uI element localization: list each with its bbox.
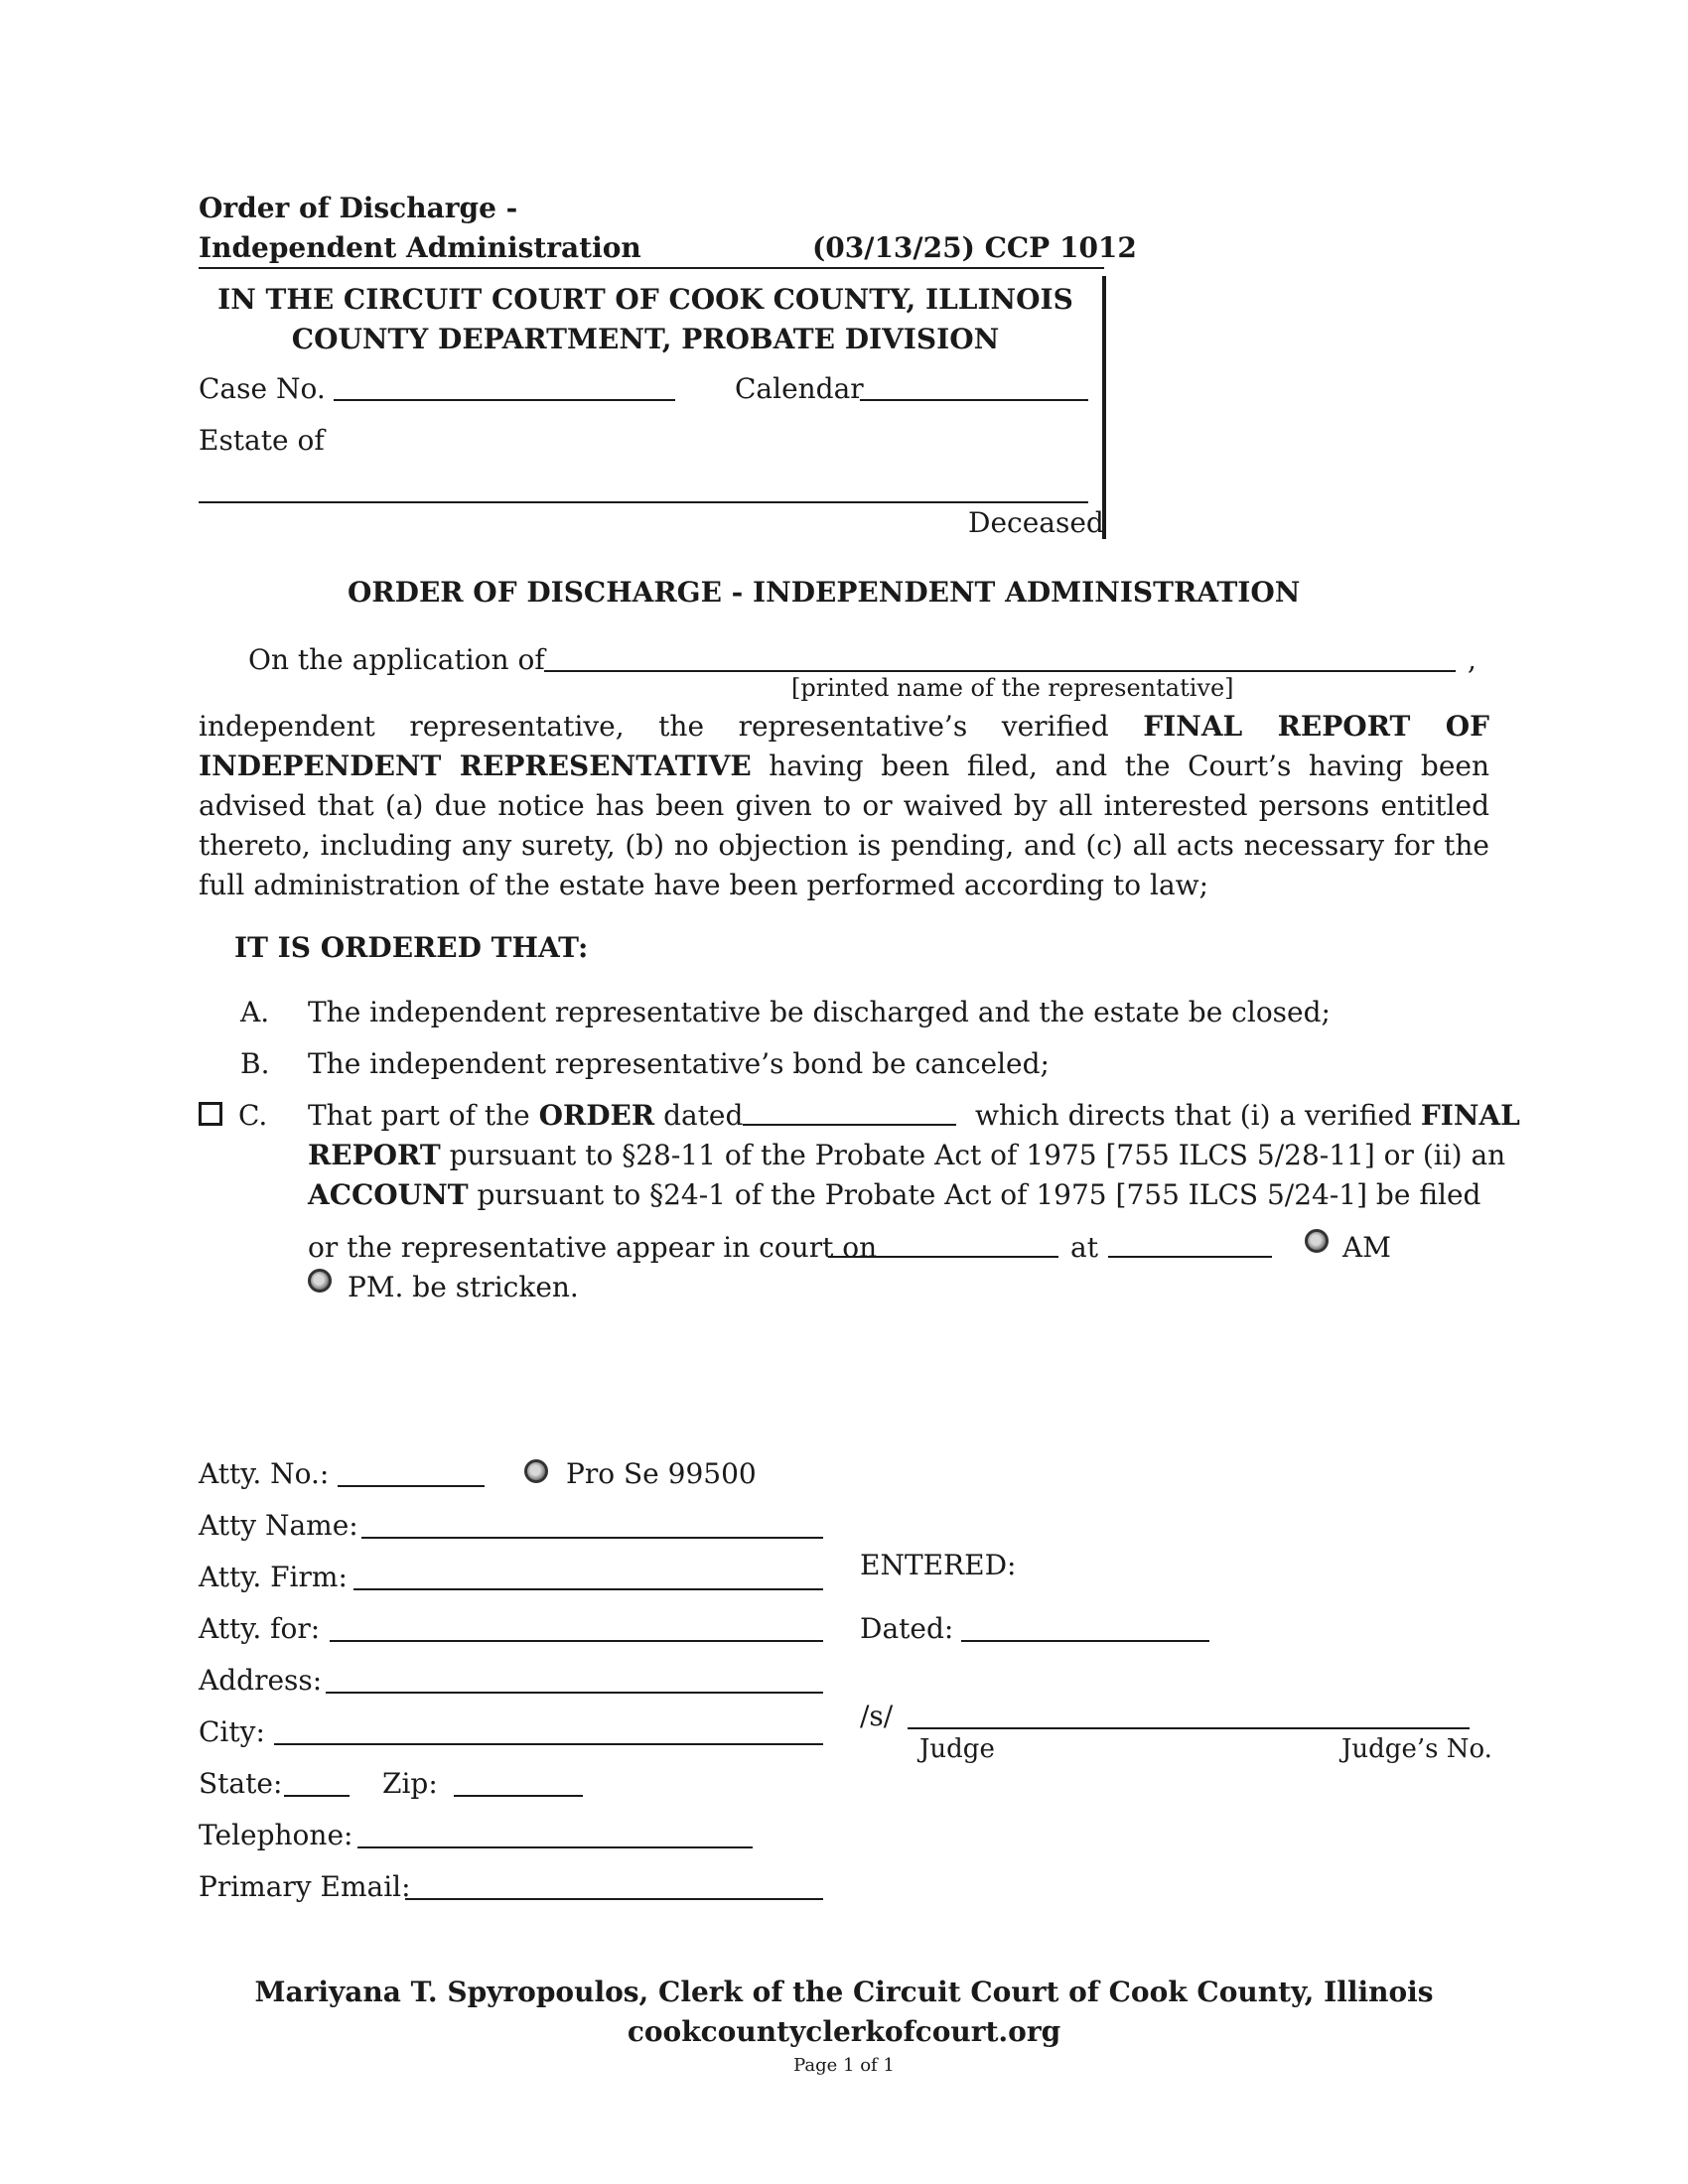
city-label: City: <box>199 1715 265 1748</box>
final-bold: FINAL <box>1420 1099 1520 1132</box>
item-c-text-5: pursuant to §24-1 of the Probate Act of 1975 [755 ILCS 5/24-1] be filed <box>477 1178 1481 1211</box>
email-input[interactable] <box>405 1868 823 1900</box>
calendar-input[interactable] <box>860 369 1088 401</box>
judge-no-label: Judge’s No. <box>1341 1734 1492 1764</box>
appear-time-input[interactable] <box>1108 1226 1272 1258</box>
application-comma: , <box>1468 643 1477 676</box>
pro-se-label: Pro Se 99500 <box>566 1457 757 1490</box>
pro-se-radio[interactable] <box>524 1459 548 1483</box>
estate-name-input[interactable] <box>199 472 1088 503</box>
form-title-line1: Order of Discharge - <box>199 192 518 224</box>
body-paragraph <box>199 707 1489 905</box>
caption-border <box>1102 276 1106 539</box>
court-line2: COUNTY DEPARTMENT, PROBATE DIVISION <box>291 323 1000 355</box>
sig-prefix: /s/ <box>860 1700 894 1732</box>
deceased-label: Deceased <box>968 506 1104 539</box>
item-c-text-dated: dated <box>663 1099 744 1132</box>
form-code: (03/13/25) CCP 1012 <box>812 231 1137 264</box>
form-title-line2: Independent Administration <box>199 231 641 264</box>
atty-firm-label: Atty. Firm: <box>199 1561 348 1593</box>
pm-label: PM. be stricken. <box>348 1271 579 1303</box>
atty-name-label: Atty Name: <box>199 1509 358 1542</box>
final-report-bold: FINAL REPORT OF INDEPENDENT REPRESENTATIVE <box>199 710 1489 782</box>
atty-for-input[interactable] <box>330 1610 823 1642</box>
entered-label: ENTERED: <box>860 1549 1017 1581</box>
case-no-label: Case No. <box>199 372 326 405</box>
at-label: at <box>1070 1231 1098 1264</box>
am-radio[interactable] <box>1305 1229 1329 1253</box>
item-b-text: The independent representative’s bond be canceled; <box>308 1047 1050 1080</box>
address-input[interactable] <box>326 1662 823 1694</box>
entered-dated-input[interactable] <box>961 1610 1209 1642</box>
clerk-website[interactable]: cookcountyclerkofcourt.org <box>627 2015 1061 2048</box>
header-rule <box>199 267 1104 269</box>
item-c-text-6: or the representative appear in court on <box>308 1231 878 1264</box>
court-line1: IN THE CIRCUIT COURT OF COOK COUNTY, ILLINOIS <box>217 283 1073 316</box>
estate-of-label: Estate of <box>199 424 325 457</box>
body-text-1: independent representative, the representative’s verified <box>199 710 1109 743</box>
printed-name-caption: [printed name of the representative] <box>791 674 1234 702</box>
representative-name-input[interactable] <box>544 640 1456 672</box>
zip-label: Zip: <box>382 1767 438 1800</box>
email-label: Primary Email: <box>199 1870 411 1903</box>
item-c-line1-a <box>308 1099 743 1132</box>
report-bold: REPORT <box>308 1139 441 1171</box>
judge-label: Judge <box>919 1734 995 1764</box>
city-input[interactable] <box>274 1713 823 1745</box>
item-a-text: The independent representative be discharged and the estate be closed; <box>308 996 1331 1028</box>
item-c-line1-b <box>975 1099 1520 1132</box>
item-c-text-4: pursuant to §28-11 of the Probate Act of 1975 [755 ILCS 5/28-11] or (ii) an <box>449 1139 1506 1171</box>
atty-no-input[interactable] <box>338 1455 485 1487</box>
body-text-2: having been filed, and the Court’s having been advised that (a) due notice has been given to or waived by all interested persons entitled thereto, including any surety, (b) no objection is pending, and (c) all acts necessary for the full administration of the estate have been performed according to law; <box>199 750 1489 901</box>
am-label: AM <box>1342 1231 1391 1264</box>
item-c-line2 <box>308 1139 1505 1171</box>
appear-date-input[interactable] <box>828 1226 1058 1258</box>
item-c-letter: C. <box>238 1099 268 1132</box>
telephone-input[interactable] <box>357 1817 753 1848</box>
account-bold: ACCOUNT <box>308 1178 469 1211</box>
page-number: Page 1 of 1 <box>793 2055 895 2076</box>
atty-for-label: Atty. for: <box>199 1612 321 1645</box>
clerk-line: Mariyana T. Spyropoulos, Clerk of the Circuit Court of Cook County, Illinois <box>254 1976 1434 2008</box>
order-title: ORDER OF DISCHARGE - INDEPENDENT ADMINISTRATION <box>348 576 1301 609</box>
case-no-input[interactable] <box>334 369 675 401</box>
order-bold: ORDER <box>538 1099 655 1132</box>
ordered-heading: IT IS ORDERED THAT: <box>234 931 589 964</box>
item-c-text-3: which directs that (i) a verified <box>975 1099 1412 1132</box>
atty-name-input[interactable] <box>361 1507 823 1539</box>
state-input[interactable] <box>284 1765 350 1797</box>
state-label: State: <box>199 1767 283 1800</box>
item-a-letter: A. <box>240 996 270 1028</box>
atty-no-label: Atty. No.: <box>199 1457 330 1490</box>
atty-firm-input[interactable] <box>353 1559 823 1590</box>
pm-radio[interactable] <box>308 1269 332 1293</box>
item-c-text-1: That part of the <box>308 1099 530 1132</box>
zip-input[interactable] <box>454 1765 583 1797</box>
order-dated-input[interactable] <box>743 1094 956 1126</box>
item-c-line3 <box>308 1178 1480 1211</box>
dated-label: Dated: <box>860 1612 954 1645</box>
application-prefix: On the application of <box>248 643 545 676</box>
item-b-letter: B. <box>240 1047 270 1080</box>
calendar-label: Calendar <box>735 372 864 405</box>
item-c-checkbox[interactable] <box>199 1102 222 1126</box>
judge-signature-input[interactable] <box>908 1698 1470 1729</box>
address-label: Address: <box>199 1664 323 1697</box>
telephone-label: Telephone: <box>199 1819 353 1851</box>
